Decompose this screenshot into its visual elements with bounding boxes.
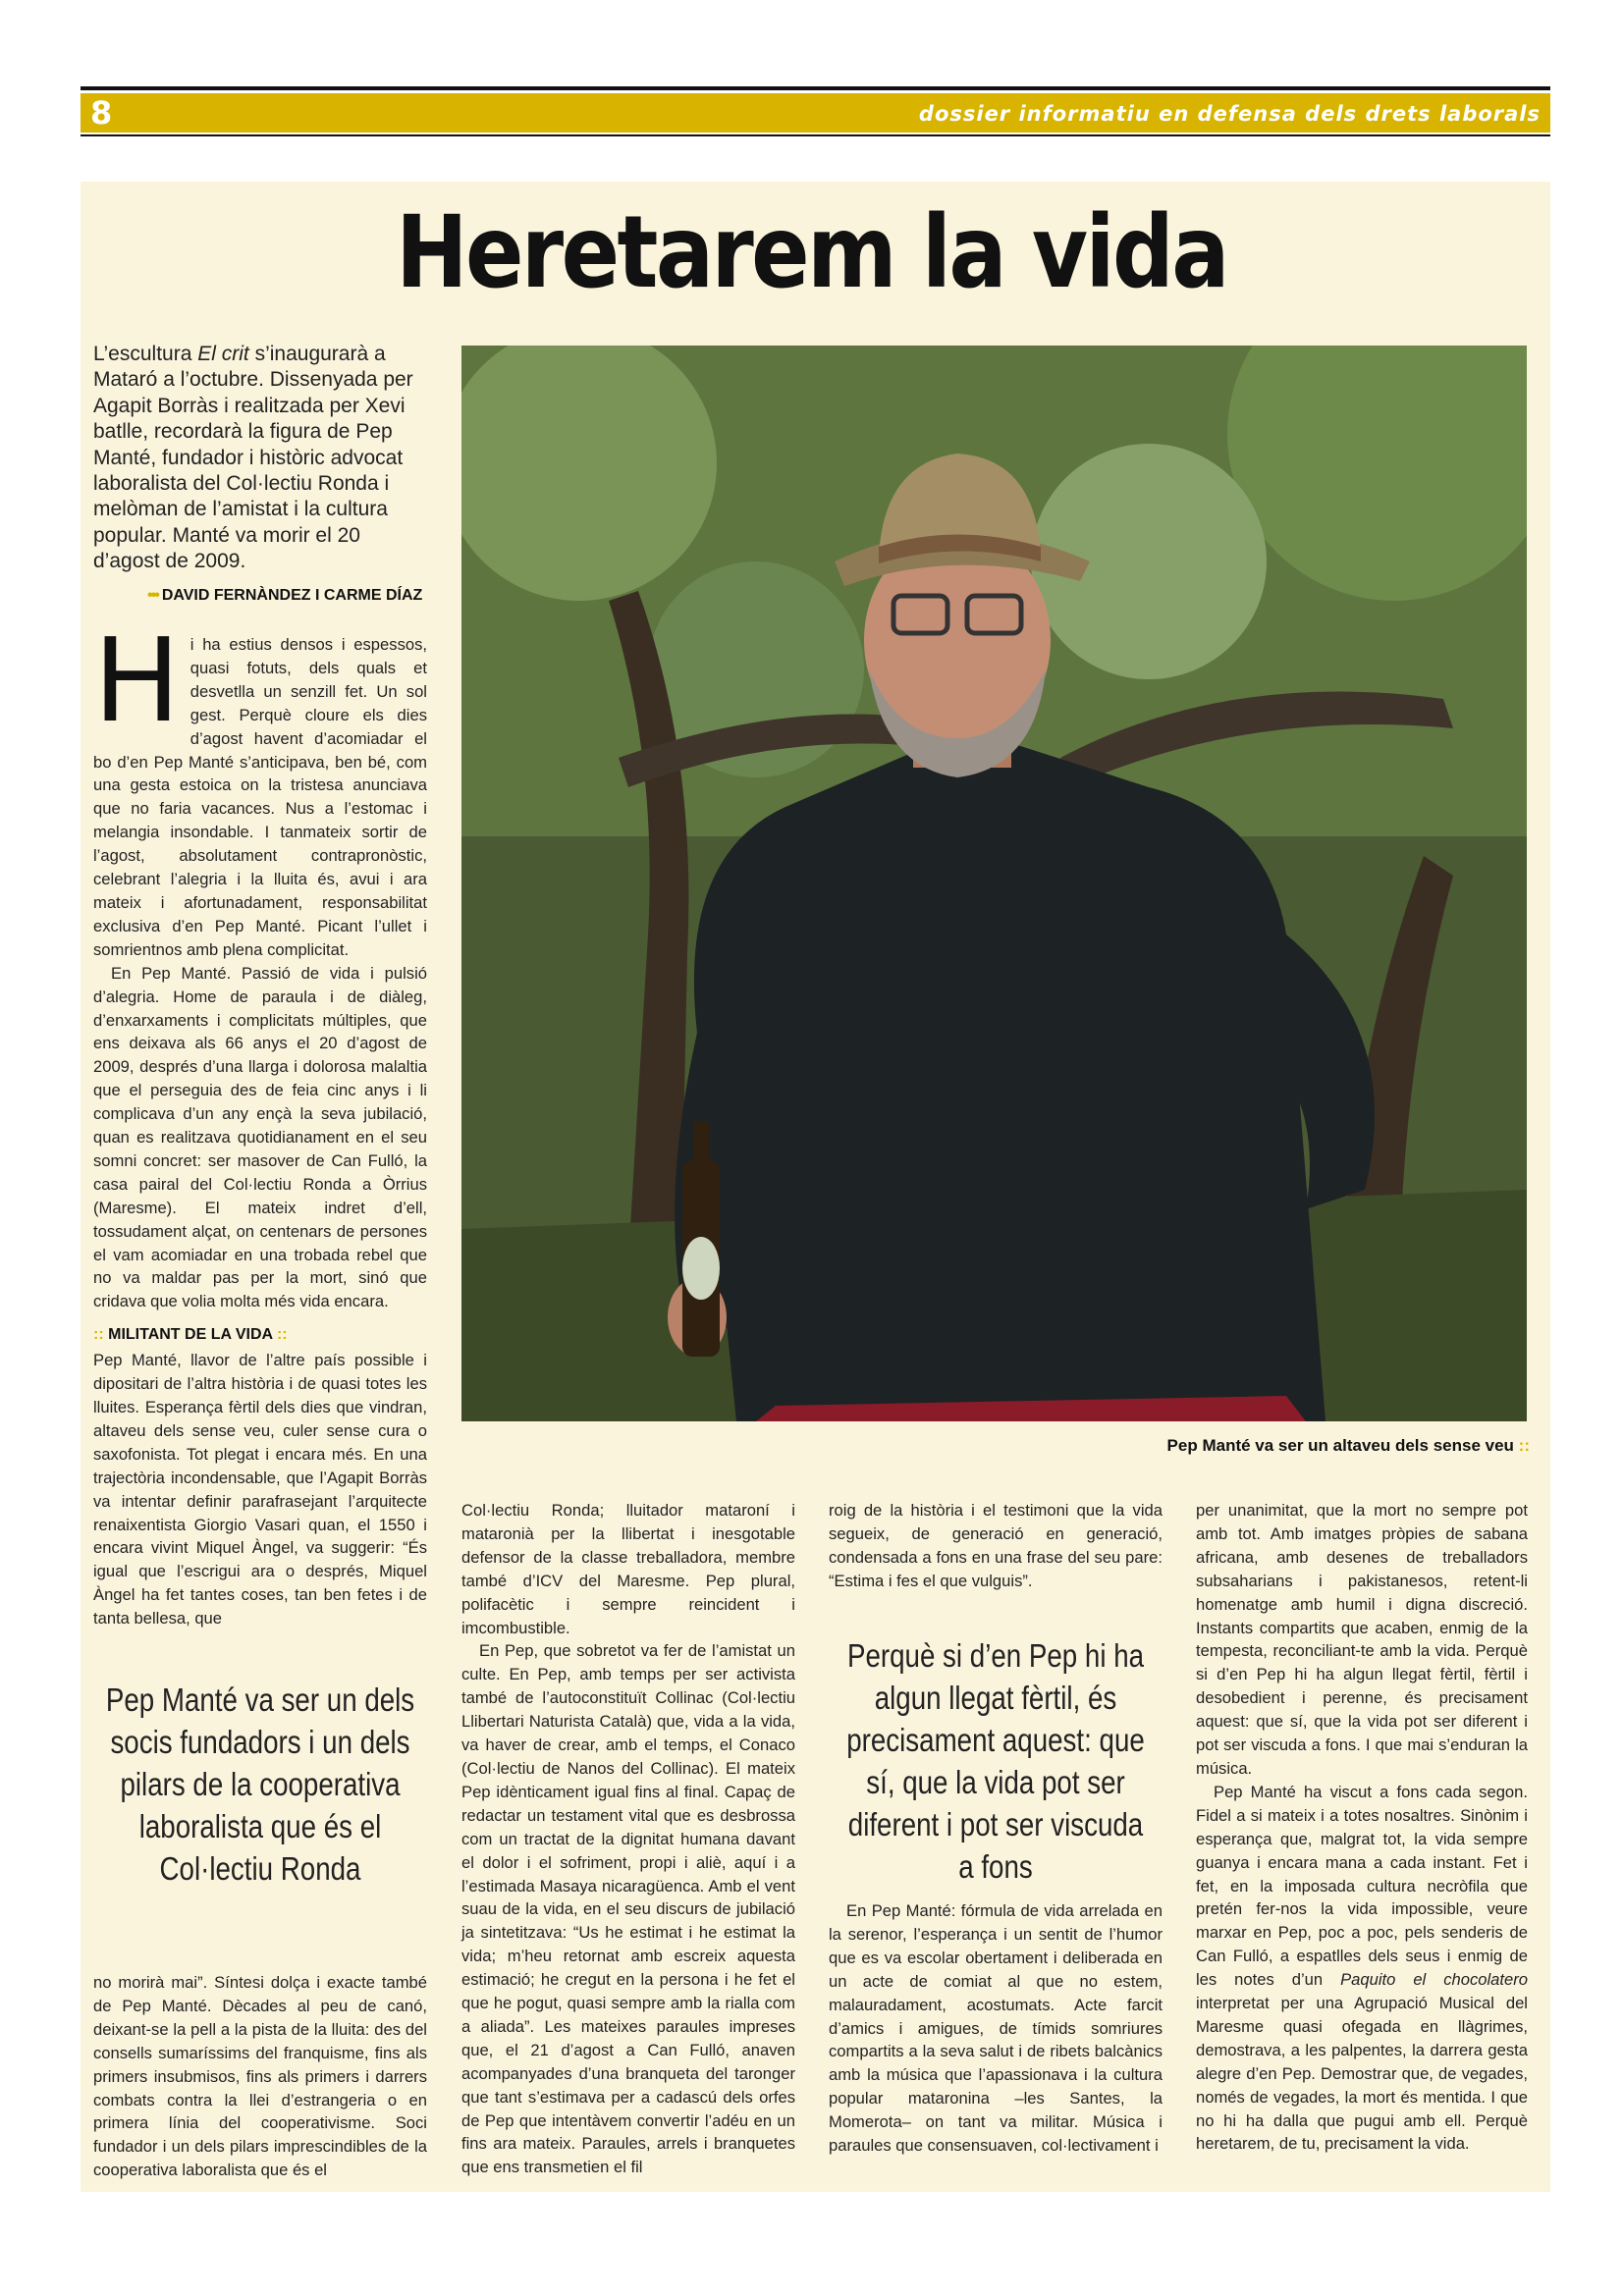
col4-paragraph-1: per unanimitat, que la mort no sempre pot amb tot. Amb imatges pròpies de sabana africana, amb desenes de treballadors subsaharians i pakistanesos, retent-li homenatge amb humil i digna discreció. Instants compartits que acaben, enmig de la tempesta, reconciliant-te amb la vida. Perquè si d’en Pep hi ha algun llegat fèrtil, fèrtil i desobedient i perenne, és precisament aquest: que sí, que la vida pot ser diferent i pot ser viscuda a fons. I que mai s’enduran la música.	[1196, 1501, 1528, 1778]
subheading: :: MILITANT DE LA VIDA ::	[93, 1326, 288, 1344]
col4-paragraph-2: Pep Manté ha viscut a fons cada segon. Fidel a si mateix i a totes nosaltres. Sinònim i esperança que, malgrat tot, la vida sempre guanya i encara mana a cada instant. Fet i fet, en la imposada cultura necròfila que pretén fer-nos la vida impossible, veure marxar en Pep, poc a poc, pels senderis de Can Fulló, a espatlles dels seus i enmig de les notes d’un Paquito el chocolatero interpretat per una Agrupació Musical del Maresme quasi ofegada en llàgrimes, demostrava, a les palpentes, la darrera gesta alegre d’en Pep. Demostrar que, de vegades, només de vegades, la mort és mentida. I que no hi ha dalla que pugui amb ell. Perquè heretarem, de tu, precisament la vida.	[1196, 1782, 1528, 2154]
col3-paragraph-1: roig de la història i el testimoni que la vida segueix, de generació en generació, condensada a fons en una frase del seu pare: “Estima i fes el que vulguis”.	[829, 1501, 1163, 1590]
column-1-bottom	[93, 1971, 427, 2182]
col1-paragraph-1: i ha estius densos i espessos, quasi fotuts, dels quals et desvetlla un senzill fet. Un sol gest. Perquè cloure els dies d’agost havent d’acomiadar el bo d’en Pep Manté s’anticipava, ben bé, com una gesta estoica on la tristesa anunciava que no faria vacances. Nus a l’estomac i melangia insondable. I tanmateix sortir de l’agost, absolutament contrapronòstic, celebrant l’alegria i la lluita és, avui i ara mateix i afortunadament, responsabilitat exclusiva d’en Pep Manté. Picant l’ullet i somrientnos amb plena complicitat.	[93, 635, 427, 959]
column-2	[461, 1499, 795, 2179]
column-3-bottom	[829, 1899, 1163, 2158]
column-3	[829, 1499, 1163, 1593]
col2-paragraph-1: Col·lectiu Ronda; lluitador mataroní i mataronià per la llibertat i inesgotable defensor de la classe treballadora, membre també d’ICV del Maresme. Pep plural, polifacètic i sempre reincident i imcombustible.	[461, 1501, 795, 1637]
caption-marker: ::	[1518, 1436, 1530, 1455]
byline-marker: •••	[147, 587, 158, 604]
drop-cap: H	[93, 613, 181, 748]
byline	[147, 587, 432, 605]
pull-quote-1: Pep Manté va ser un dels socis fundadors i un dels pilars de la cooperativa laboralista que és el Col·lectiu Ronda	[105, 1682, 415, 1887]
page-header	[81, 93, 1550, 133]
pull-quote-2: Perquè si d’en Pep hi ha algun llegat fèrtil, és precisament aquest: que sí, que la vida pot ser diferent i pot ser viscuda a fons	[846, 1637, 1145, 1885]
col1-paragraph-2: En Pep Manté. Passió de vida i pulsió d’alegria. Home de paraula i de diàleg, d’enxarxaments i complicitats múltiples, que ens deixava als 66 anys el 20 d’agost de 2009, després d’una llarga i dolorosa malaltia que el perseguia des de feia cinc anys i li complicava d’un any ençà la seva jubilació, quan es realitzava quotidianament en el seu somni concret: ser masover de Can Fulló, la casa pairal del Col·lectiu Ronda a Òrrius (Maresme). El mateix indret d’ell, tossudament alçat, on centenars de persones el vam acomiadar en una trobada rebel que no va maldar pas per la mort, sinó que cridava que volia molta més vida encara.	[93, 963, 427, 1311]
portrait-photo	[461, 346, 1527, 1421]
lead-paragraph: L’escultura El crit s’inaugurarà a Mataró a l’octubre. Dissenyada per Agapit Borràs i realitzada per Xevi batlle, recordarà la figura de Pep Manté, fundador i històric advocat laboralista del Col·lectiu Ronda i melòman de l’amistat i la cultura popular. Manté va morir el 20 d’agost de 2009.	[93, 343, 413, 573]
column-1	[93, 613, 427, 1630]
section-title: dossier informatiu en defensa dels drets laborals	[918, 102, 1541, 126]
col1-paragraph-4: no morirà mai”. Síntesi dolça i exacte també de Pep Manté. Dècades al peu de canó, deixant-se la pell a la pista de la lluita: des del consells sumaríssims del franquisme, fins als primers insubmisos, fins als primers i darrers combats contra la llei d’estrangeria o en primera línia del cooperativisme. Soci fundador i un dels pilars imprescindibles de la cooperativa laboralista que és el	[93, 1973, 427, 2180]
photo-caption: Pep Manté va ser un altaveu dels sense veu ::	[1166, 1436, 1530, 1455]
column-4	[1196, 1499, 1528, 2156]
col1-paragraph-3: Pep Manté, llavor de l’altre país possible i dipositari de l’altra història i de quasi totes les lluites. Esperança fèrtil dels dies que vindran, altaveu dels sense veu, culer sense cura o saxofonista. Tot plegat i encara més. En una trajectòria incondensable, que l’Agapit Borràs va intentar definir parafrasejant l’arquitecte renaixentista Giorgio Vasari quan, el 1550 i encara vivint Miquel Àngel, va suggerir: “És igual que l’escrigui ara o després, Miquel Àngel ha fet tantes coses, tan ben fetes i de tanta bellesa, que	[93, 1351, 427, 1629]
page-number: 8	[90, 94, 113, 132]
header-top-rule	[81, 86, 1550, 90]
headline: Heretarem la vida	[396, 194, 1227, 311]
col2-paragraph-2: En Pep, que sobretot va fer de l’amistat un culte. En Pep, amb temps per ser activista també de l’autoconstituït Collinac (Col·lectiu Llibertari Naturista Català) que, vida a la vida, va haver de crear, amb el temps, el Conaco (Col·lectiu de Nanos del Collinac). El mateix Pep idènticament igual fins al final. Capaç de redactar un testament vital que es desbrossa com un tractat de la dignitat humana davant el dolor i el sofriment, propi i aliè, aquí i a l’estimada Masaya nicaragüenca. Amb el vent suau de la vida, en el seu discurs de jubilació ja sintetitzava: “Us he estimat i he estimat la vida; m’heu retornat amb escreix aquesta estimació; he cregut en la persona i he fet el que he pogut, quasi sempre amb la rialla com a aliada”. Les mateixes paraules impreses que, el 21 d’agost a Can Fulló, anaven acompanyades d’una branqueta del taronger que tant s’estimava per a cadascú dels orfes de Pep que intentàvem convertir l’adéu en un fins ara mateix. Paraules, arrels i branquetes que ens transmetien el fil	[461, 1641, 795, 2177]
col3-paragraph-2: En Pep Manté: fórmula de vida arrelada en la serenor, l’esperança i un sentit de l’humor que es va escolar obertament i deliberada en un acte de comiat al que no estem, malauradament, acostumats. Acte farcit d’amics i amigues, de tímids somriures compartits a la seva salut i de ribets balcànics amb la música que l’apassionava i la cultura popular mataronina –les Santes, la Momerota– on tant va militar. Música i paraules que consensuaven, col·lectivament i	[829, 1901, 1163, 2156]
header-bottom-rule	[81, 134, 1550, 136]
byline-authors: DAVID FERNÀNDEZ I CARME DÍAZ	[161, 587, 423, 604]
